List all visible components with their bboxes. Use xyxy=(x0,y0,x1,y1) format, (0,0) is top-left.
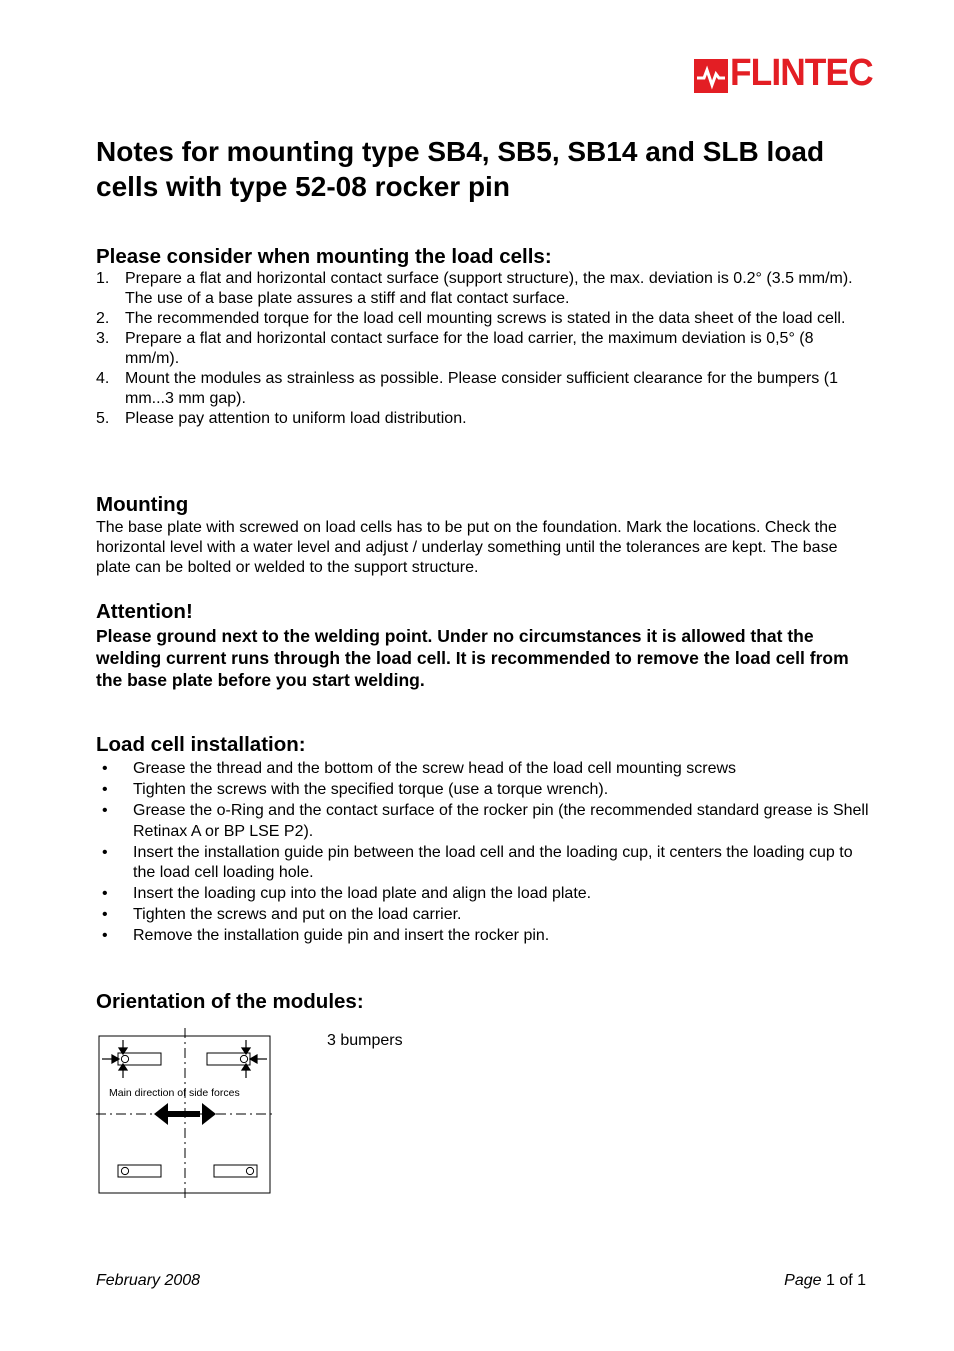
list-number: 5. xyxy=(96,410,110,427)
list-item xyxy=(96,309,866,329)
bumper-arrows-left xyxy=(102,1040,127,1078)
list-number: 3. xyxy=(96,330,110,347)
flintec-wave-icon xyxy=(694,59,728,93)
list-item xyxy=(96,269,866,309)
orientation-drawing xyxy=(96,1026,276,1198)
load-cell-bottom-right xyxy=(214,1165,257,1177)
list-item-text: Remove the installation guide pin and insert the rocker pin. xyxy=(133,927,550,945)
list-item-text: The recommended torque for the load cell mounting screws is stated in the data sheet of the load cell. xyxy=(125,310,846,327)
bumpers-label: 3 bumpers xyxy=(327,1032,403,1049)
list-item-text: Tighten the screws with the specified torque (use a torque wrench). xyxy=(133,781,609,798)
list-number: 1. xyxy=(96,270,110,287)
bullet: • xyxy=(102,906,108,924)
mounting-paragraph: The base plate with screwed on load cells has to be put on the foundation. Mark the locations. Check the horizontal level with a water level and adjust / underlay something until the tolerances are kept. The base plate can be bolted or welded to the support structure. xyxy=(96,519,838,576)
list-item xyxy=(100,801,870,842)
bullet: • xyxy=(102,885,108,903)
list-item-text: Insert the installation guide pin between the load cell and the loading cup, it centers the loading cup to the load cell loading hole. xyxy=(133,843,853,882)
side-force-arrow-icon xyxy=(154,1103,216,1125)
footer-page-number xyxy=(784,1272,866,1290)
list-item xyxy=(96,329,866,369)
list-item-text: Please pay attention to uniform load distribution. xyxy=(125,410,467,427)
list-item xyxy=(100,843,870,884)
list-item-text: Prepare a flat and horizontal contact surface (support structure), the max. deviation is 0.2° (3.5 mm/m). The use of a base plate assures a stiff and flat contact surface. xyxy=(125,270,853,307)
list-item-text: Grease the thread and the bottom of the screw head of the load cell mounting screws xyxy=(133,760,737,777)
side-forces-label: Main direction of side forces xyxy=(109,1087,240,1099)
page-word: Page xyxy=(784,1272,822,1289)
list-item xyxy=(100,884,870,905)
page-title: Notes for mounting type SB4, SB5, SB14 and SLB load cells with type 52-08 rocker pin xyxy=(96,136,825,202)
bullet: • xyxy=(102,927,108,945)
list-item xyxy=(100,905,870,926)
list-item xyxy=(96,409,866,429)
bullet: • xyxy=(102,802,108,819)
footer-date: February 2008 xyxy=(96,1272,201,1289)
module-orientation-diagram xyxy=(96,1026,276,1198)
flintec-logo xyxy=(694,52,873,94)
attention-paragraph: Please ground next to the welding point. Under no circumstances it is allowed that the welding current runs through the load cell. It is recommended to remove the load cell from the base plate before you start welding. xyxy=(96,626,849,690)
list-item-text: Grease the o-Ring and the contact surface of the rocker pin (the recommended standard grease is Shell Retinax A or BP LSE P2). xyxy=(133,802,869,840)
bullet: • xyxy=(102,843,108,861)
list-item-text: Insert the loading cup into the load plate and align the load plate. xyxy=(133,885,592,903)
load-cell-bottom-left xyxy=(118,1165,161,1177)
list-item xyxy=(100,926,870,947)
attention-heading: Attention! xyxy=(96,600,193,623)
orientation-heading: Orientation of the modules: xyxy=(96,990,364,1013)
list-item xyxy=(100,780,870,801)
load-cell-top-right xyxy=(207,1053,250,1065)
installation-heading: Load cell installation: xyxy=(96,733,306,756)
bumper-arrows-right xyxy=(242,1040,267,1078)
list-item xyxy=(96,369,866,409)
list-item-text: Mount the modules as strainless as possible. Please consider sufficient clearance for the bumpers (1 mm...3 mm gap). xyxy=(125,370,838,407)
mounting-heading: Mounting xyxy=(96,493,189,516)
bullet: • xyxy=(102,781,108,798)
list-item-text: Prepare a flat and horizontal contact surface for the load carrier, the maximum deviation is 0,5° (8 mm/m). xyxy=(125,330,814,367)
brand-name: FLINTEC xyxy=(730,52,873,94)
list-number: 2. xyxy=(96,310,110,327)
page-count: 1 of 1 xyxy=(825,1272,866,1289)
list-item-text: Tighten the screws and put on the load carrier. xyxy=(133,906,462,924)
load-cell-top-left xyxy=(118,1053,161,1065)
consider-heading: Please consider when mounting the load cells: xyxy=(96,245,552,268)
consider-list xyxy=(96,269,866,429)
bullet: • xyxy=(102,760,108,777)
list-item xyxy=(100,759,870,780)
list-number: 4. xyxy=(96,370,110,387)
installation-list xyxy=(100,759,870,947)
